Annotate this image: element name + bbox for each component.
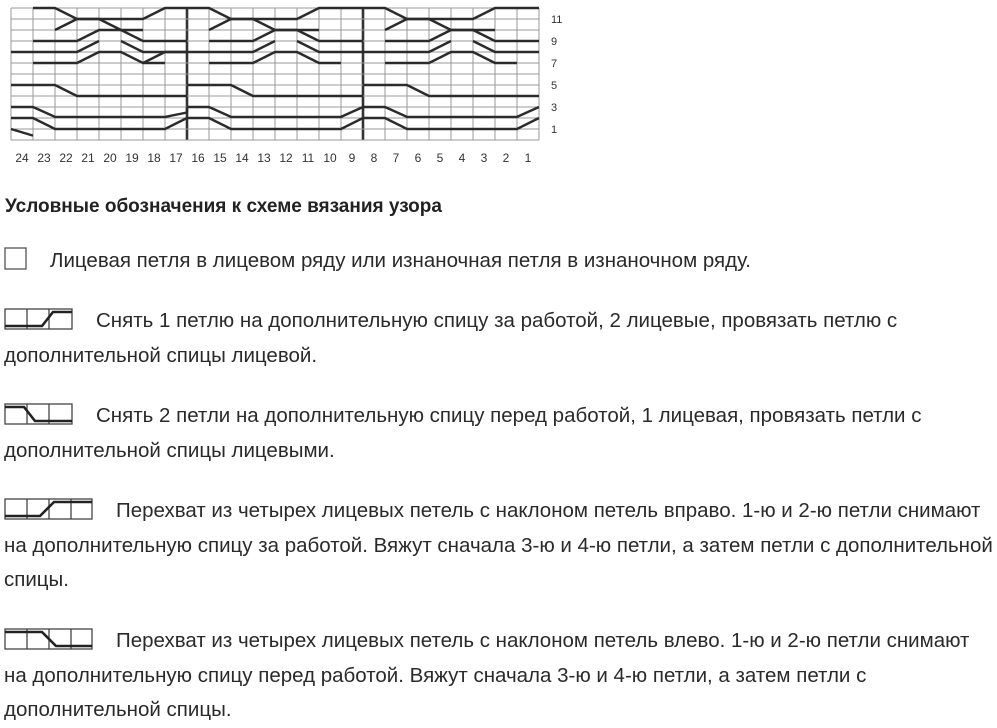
legend-text: Снять 1 петлю на дополнительную спицу за работой, 2 лицевые, провязать петлю с дополнительной спицы лицевой. bbox=[4, 309, 898, 367]
cable-line bbox=[209, 30, 363, 41]
column-number: 2 bbox=[502, 151, 510, 165]
column-number: 3 bbox=[480, 151, 488, 165]
column-number: 15 bbox=[213, 151, 227, 165]
legend-item-cross-4-right bbox=[4, 494, 994, 598]
legend-item-cross-4-left bbox=[4, 624, 994, 728]
column-number: 4 bbox=[458, 151, 466, 165]
row-number: 5 bbox=[551, 80, 558, 92]
row-number: 11 bbox=[551, 14, 563, 26]
cable-line bbox=[473, 41, 539, 52]
cable-2-front-icon bbox=[4, 402, 74, 426]
column-number: 9 bbox=[348, 151, 356, 165]
cable-line bbox=[209, 19, 319, 30]
legend-item-knit bbox=[4, 244, 994, 279]
column-number: 1 bbox=[524, 151, 532, 165]
cable-line bbox=[121, 41, 187, 52]
cable-line bbox=[33, 8, 187, 19]
column-number: 6 bbox=[414, 151, 422, 165]
column-number: 5 bbox=[436, 151, 444, 165]
column-number: 8 bbox=[370, 151, 378, 165]
column-number: 13 bbox=[257, 151, 271, 165]
row-number: 9 bbox=[551, 36, 558, 48]
column-number: 24 bbox=[15, 151, 29, 165]
legend-text: Перехват из четырех лицевых петель с наклоном петель влево. 1-ю и 2-ю петли снимают на дополнительную спицу перед работой. Вяжут сначала 3-ю и 4-ю петли, а затем петли с дополнительной спицы. bbox=[4, 629, 970, 721]
column-number: 16 bbox=[191, 151, 205, 165]
legend-item-cable-1-back bbox=[4, 304, 994, 373]
column-number: 7 bbox=[392, 151, 400, 165]
legend-text: Снять 2 петли на дополнительную спицу перед работой, 1 лицевая, провязать петли с дополнительной спицы лицевыми. bbox=[4, 404, 922, 462]
column-number: 21 bbox=[81, 151, 95, 165]
row-number: 7 bbox=[551, 58, 558, 70]
cable-line bbox=[385, 30, 539, 41]
cable-line bbox=[297, 41, 363, 52]
cross-4-left-icon bbox=[4, 627, 94, 651]
knit-square-icon bbox=[4, 247, 28, 271]
row-number: 3 bbox=[551, 102, 558, 114]
legend-text: Перехват из четырех лицевых петель с наклоном петель вправо. 1-ю и 2-ю петли снимают на дополнительную спицу за работой. Вяжут сначала 3-ю и 4-ю петли, а затем петли с дополнительной спицы. bbox=[4, 499, 993, 591]
cable-line bbox=[11, 129, 33, 136]
column-number: 22 bbox=[59, 151, 73, 165]
legend-text: Лицевая петля в лицевом ряду или изнаночная петля в изнаночном ряду. bbox=[50, 249, 752, 272]
column-number: 17 bbox=[169, 151, 183, 165]
column-number: 20 bbox=[103, 151, 117, 165]
row-number: 1 bbox=[551, 124, 558, 136]
legend-item-cable-2-front bbox=[4, 399, 994, 468]
cable-line bbox=[385, 19, 495, 30]
column-number: 14 bbox=[235, 151, 249, 165]
knitting-chart bbox=[0, 0, 563, 172]
cable-1-back-icon bbox=[4, 307, 74, 331]
column-number: 18 bbox=[147, 151, 161, 165]
column-number: 10 bbox=[323, 151, 337, 165]
column-number: 12 bbox=[279, 151, 293, 165]
column-number: 19 bbox=[125, 151, 139, 165]
column-number: 11 bbox=[301, 151, 315, 165]
cable-line bbox=[33, 30, 187, 41]
chart-grid bbox=[11, 8, 539, 140]
column-number: 23 bbox=[37, 151, 51, 165]
chart-column-numbers bbox=[15, 151, 531, 165]
legend-title: Условные обозначения к схеме вязания узора bbox=[5, 196, 442, 217]
cross-4-right-icon bbox=[4, 497, 94, 521]
chart-row-numbers bbox=[551, 14, 562, 136]
